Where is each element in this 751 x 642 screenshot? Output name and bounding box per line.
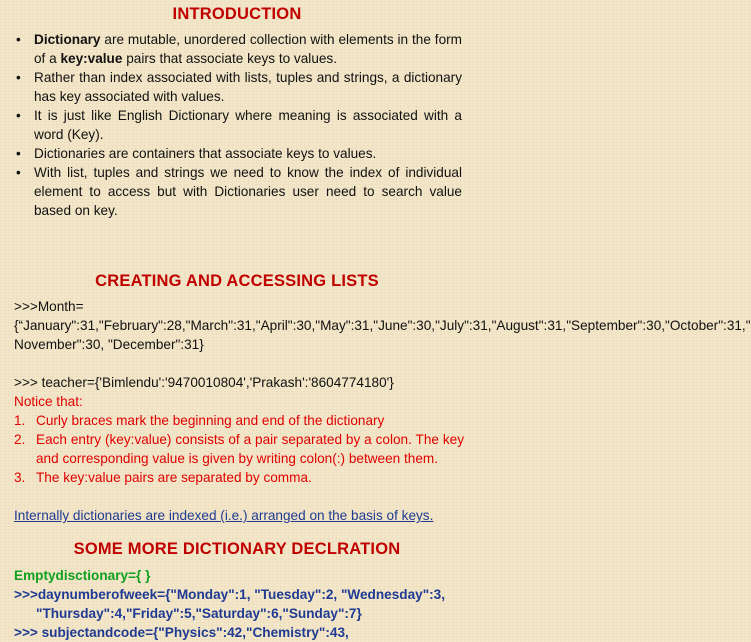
list-number: 3.: [14, 470, 26, 485]
bullet-text: It is just like English Dictionary where meaning is associated with a word (Key).: [34, 108, 462, 142]
bullet-text: are mutable, unordered collection with elements in the form of a: [34, 32, 462, 66]
month-dictionary-code: >>>Month={“January":31,"February":28,"March":31,"April":30,"May":31,"June":30,"July":31,"August":31,"September":30,"October":31," November":30, "December":31}: [14, 299, 751, 352]
subject-code-line: >>> subjectandcode={"Physics":42,"Chemistry":43,: [14, 625, 349, 640]
bullet-text: pairs that associate keys to values.: [122, 51, 338, 66]
more-declaration-heading: SOME MORE DICTIONARY DECLRATION: [73, 540, 401, 558]
bullet-icon: •: [16, 32, 21, 47]
bullet-icon: •: [16, 146, 21, 161]
list-number: 2.: [14, 432, 26, 447]
note-text: The key:value pairs are separated by comma.: [36, 470, 312, 485]
day-number-line-2: "Thursday":4,"Friday":5,"Saturday":6,"Sunday":7}: [36, 606, 362, 621]
bullet-text: Dictionaries are containers that associate keys to values.: [34, 146, 377, 161]
list-item: [14, 30, 462, 68]
key-value-term: key:value: [60, 51, 123, 66]
bullet-text: Rather than index associated with lists, tuples and strings, a dictionary has key associated with values.: [34, 70, 462, 104]
bullet-icon: •: [16, 165, 21, 180]
bullet-text: With list, tuples and strings we need to know the index of individual element to access but with Dictionaries user need to search value based on key.: [34, 165, 462, 218]
list-item: [14, 106, 462, 144]
list-item: [14, 430, 464, 468]
list-number: 1.: [14, 413, 26, 428]
list-item: [14, 468, 464, 487]
notice-list: [14, 411, 464, 487]
notice-label: Notice that:: [14, 394, 83, 409]
creating-accessing-heading: CREATING AND ACCESSING LISTS: [95, 272, 379, 290]
list-item: [14, 144, 462, 163]
note-text: Each entry (key:value) consists of a pair separated by a colon. The key and corresponding value is given by writing colon(:) between them.: [36, 432, 464, 466]
list-item: [14, 411, 464, 430]
introduction-heading: INTRODUCTION: [172, 5, 302, 23]
bullet-icon: •: [16, 70, 21, 85]
list-item: [14, 163, 462, 220]
bullet-icon: •: [16, 108, 21, 123]
introduction-bullet-list: [14, 30, 462, 220]
teacher-dictionary-code: >>> teacher={'Bimlendu':'9470010804','Prakash':'8604774180'}: [14, 375, 394, 390]
dictionary-term: Dictionary: [34, 32, 101, 47]
note-text: Curly braces mark the beginning and end of the dictionary: [36, 413, 385, 428]
day-number-code: [14, 585, 466, 623]
empty-dictionary-code: Emptydisctionary={ }: [14, 568, 151, 583]
day-number-line-1: >>>daynumberofweek={"Monday":1, "Tuesday":2, "Wednesday":3,: [14, 587, 446, 602]
list-item: [14, 68, 462, 106]
internal-indexing-note: Internally dictionaries are indexed (i.e.) arranged on the basis of keys.: [14, 508, 434, 523]
